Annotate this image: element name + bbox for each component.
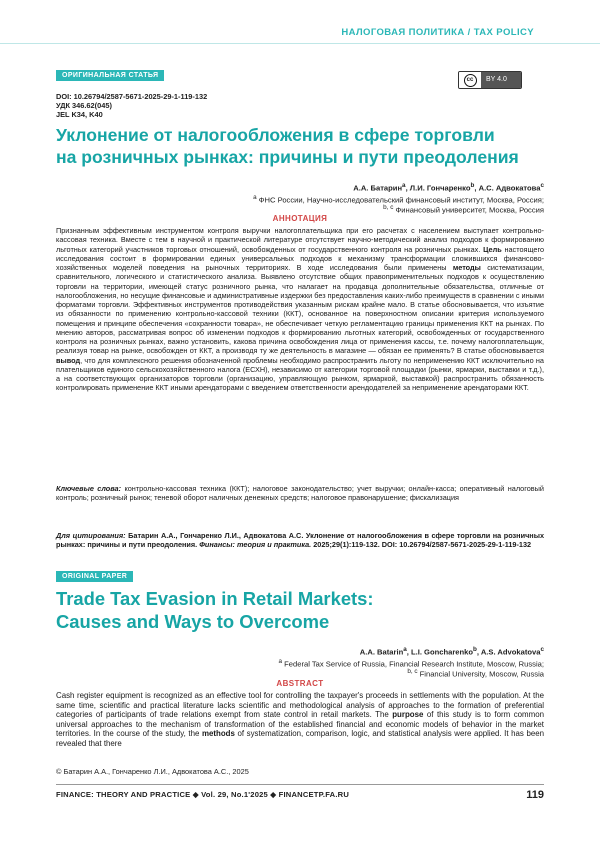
authors-en: A.A. Batarin$^a$, L.I. Goncharenko$^b$, A.S. Advokatova$^c$	[359, 646, 544, 657]
authors-ru: А.А. Батарин$^a$, Л.И. Гончаренко$^b$, А.С. Адвокатова$^c$	[353, 182, 544, 193]
footer-divider	[56, 784, 544, 785]
doi[interactable]: DOI: 10.26794/2587-5671-2025-29-1-119-132	[56, 92, 208, 101]
license-badge[interactable]	[458, 71, 522, 89]
abstract-en: Cash register equipment is recognized as an effective tool for controlling the taxpayer's proceeds in settlements with the population. At the same time, scientific and practical literature lacks scientific and methodological analysis of approaches to the formation of preferential categories of participants of trade relations exempt from state control in retail markets. The purpose of this study is to form common universal approaches to the mechanism of transformation of the established financial and economic models of behavior in the market territories. In the course of the study, the methods of systematization, comparison, logic, and statistical analysis were applied. It has been revealed that there	[56, 691, 544, 748]
page-number: 119	[526, 789, 544, 801]
citation: Для цитирования: Батарин А.А., Гончаренко Л.И., Адвокатова А.С. Уклонение от налогообложения в сфере торговли на розничных рынках: причины и пути преодоления. Финансы: теория и практика. 2025;29(1):119-132. DOI: 10.26794/2587-5671-2025-29-1-119-132	[56, 531, 545, 550]
abstract-heading-ru: АННОТАЦИЯ	[272, 214, 328, 223]
footer-journal: FINANCE: THEORY AND PRACTICE ◆ Vol. 29, No.1'2025 ◆ FINANCETP.FA.RU	[56, 790, 350, 799]
article-title-en-line1: Trade Tax Evasion in Retail Markets:	[56, 588, 374, 609]
udk: УДК 346.62(045)	[56, 101, 112, 110]
article-type-badge-en: ORIGINAL PAPER	[56, 571, 133, 582]
article-title-en-line2: Causes and Ways to Overcome	[56, 611, 330, 632]
keywords-ru: Ключевые слова: контрольно-кассовая техника (ККТ); налоговое законодательство; учет выручки; онлайн-касса; оперативный налоговый контроль; розничный рынок; теневой оборот наличных денежных средств; налоговое правонарушение; фискализация	[56, 484, 544, 503]
jel-codes: JEL K34, K40	[56, 110, 103, 119]
affiliation-ru-2: $^{b, c}$ Финансовый университет, Москва, Россия	[383, 204, 544, 215]
affiliation-ru-1: $^a$ ФНС России, Научно-исследовательский финансовый институт, Москва, Россия;	[253, 194, 544, 205]
affiliation-en-2: $^{b, c}$ Financial University, Moscow, Russia	[407, 668, 544, 679]
article-title-ru-line1: Уклонение от налогообложения в сфере торговли	[56, 125, 495, 145]
section-rubric: НАЛОГОВАЯ ПОЛИТИКА / TAX POLICY	[341, 27, 534, 38]
copyright: © Батарин А.А., Гончаренко Л.И., Адвокатова А.С., 2025	[56, 767, 249, 776]
article-title-ru	[56, 124, 556, 168]
article-type-badge-ru: ОРИГИНАЛЬНАЯ СТАТЬЯ	[56, 70, 164, 81]
article-title-en	[56, 587, 536, 633]
journal-site-link[interactable]: FINANCETP.FA.RU	[278, 790, 350, 799]
cc-icon: cc	[459, 72, 481, 88]
affiliation-en-1: $^a$ Federal Tax Service of Russia, Financial Research Institute, Moscow, Russia;	[278, 658, 544, 669]
header-divider	[0, 43, 600, 44]
abstract-ru: Признанным эффективным инструментом контроля выручки налогоплательщика при его расчетах с населением выступает контрольно-кассовая техника. Вместе с тем в научной и практической литературе отсутствует научно-методический анализ подходов к формированию льготных категорий участников торговых отношений, освобожденных от государственного контроля на розничных рынках. Цель настоящего исследования состоит в формировании единых универсальных подходов к механизму трансформации сложившихся финансово-хозяйственных моделей поведения на рыночных территориях. В ходе исследования были применены методы систематизации, сравнительного, логического и статистического анализа. Выявлено отсутствие общих правоприменительных подходов к осуществлению торговли на территории, имеющей статус розничного рынка, что налагает на продавца дополнительные обязательства, отличные от налогообложения, но несущие финансовые и административные издержки без предоставления каких-либо преимуществ в сравнении с иными форматами торговли. Эффективных инструментов противодействия указанным рискам крайне мало. В статье обосновывается, что изъятие из обязанности по применению контрольно-кассовой техники (ККТ), основанное на поверхностном описании критерия используемого помещения и принципе обеспечения «сохранности товара», не обеспечивает четкую регламентацию границы применения ККТ на рынках. По мнению авторов, рассматривая вопрос об изменении подходов к формированию льготных категорий, освобожденных от государственного контроля на розничных рынках, важно установить, какова причина освобождения лица от применения кассы, т.е. почему налогоплательщик, реализуя товар на рынке, освобожден от ККТ, а производя ту же деятельность в магазине — обязан ее применять? В статье обосновывается вывод, что для комплексного решения обозначенной проблемы необходимо распространить льготу по неприменению ККТ исключительно на плательщиков единого сельскохозяйственного налога (ЕСХН), независимо от категории торговой площадки (рынки, ярмарки, выставки и т.д.), а на соответствующих организаторов торговли (организацию, управляющую рынком, ярмаркой, выставкой) распространить обязанность контролировать применение ККТ иными арендаторами с введением ответственности арендодателей за неприменение арендаторами ККТ.	[56, 226, 545, 393]
license-text: BY 4.0	[481, 72, 521, 88]
abstract-heading-en: ABSTRACT	[276, 679, 324, 688]
article-title-ru-line2: на розничных рынках: причины и пути преодоления	[56, 147, 519, 167]
